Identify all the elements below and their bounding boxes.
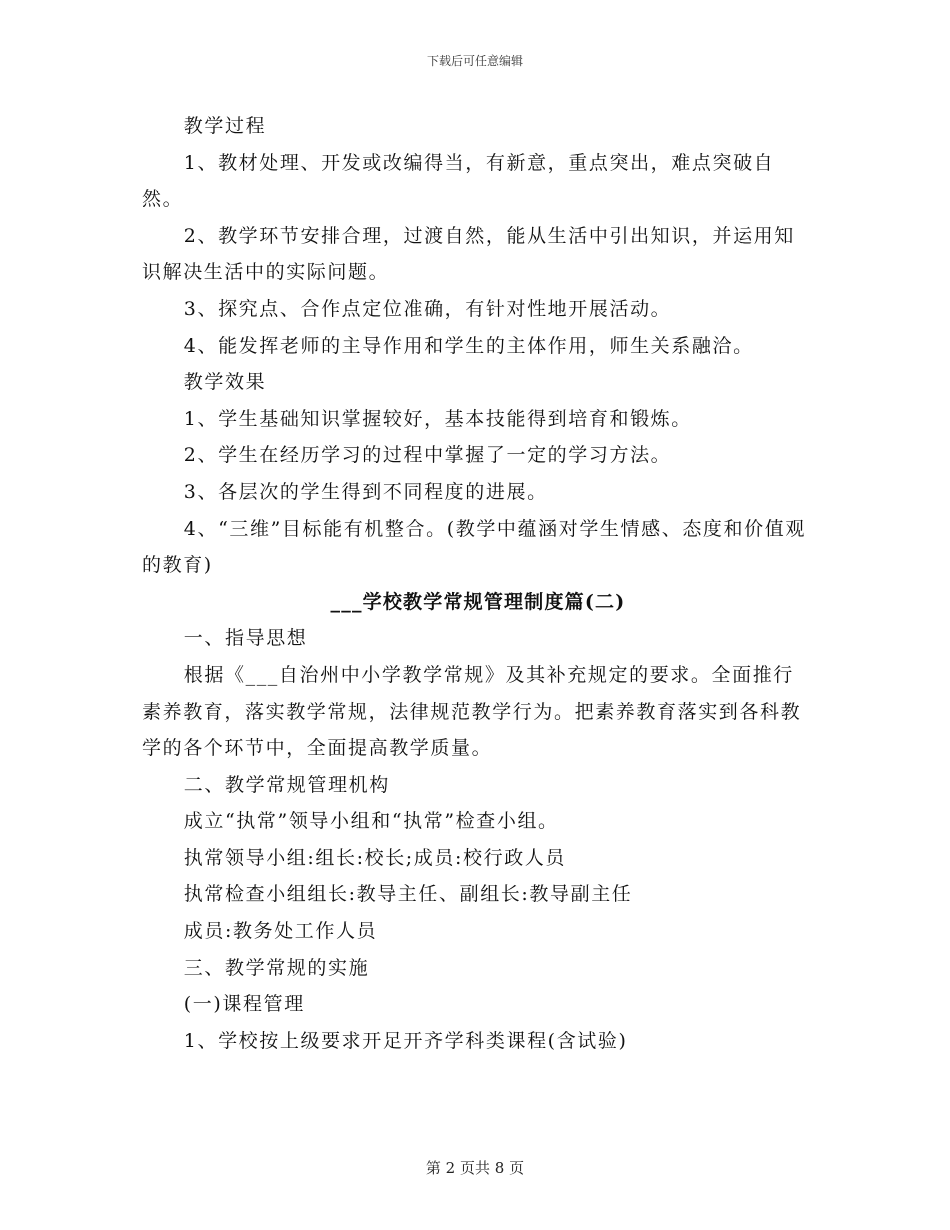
paragraph: 2、教学环节安排合理，过渡自然，能从生活中引出知识，并运用知识解决生活中的实际问题。: [142, 224, 795, 284]
page-number: 第 2 页共 8 页: [425, 1159, 525, 1177]
paragraph: 4、能发挥老师的主导作用和学生的主体作用，师生关系融洽。: [183, 334, 754, 357]
document-body: [142, 108, 814, 1059]
paragraph: 成员:教务处工作人员: [183, 920, 378, 943]
paragraph: 成立“执常”领导小组和“执常”检查小组。: [183, 810, 559, 833]
paragraph: 教学过程: [183, 115, 267, 137]
paragraph: 3、各层次的学生得到不同程度的进展。: [183, 480, 548, 503]
paragraph: (一)课程管理: [183, 993, 305, 1016]
page-header-note: 下载后可任意编辑: [426, 54, 523, 68]
paragraph: 1、教材处理、开发或改编得当，有新意，重点突出，难点突破自然。: [142, 151, 775, 211]
paragraph: 4、“三维”目标能有机整合。(教学中蕴涵对学生情感、态度和价值观的教育): [142, 517, 806, 577]
paragraph: 1、学生基础知识掌握较好，基本技能得到培育和锻炼。: [183, 407, 692, 430]
paragraph: 二、教学常规管理机构: [183, 773, 390, 796]
paragraph: 执常检查小组组长:教导主任、副组长:教导副主任: [183, 883, 633, 906]
paragraph: 三、教学常规的实施: [183, 956, 370, 979]
paragraph: 教学效果: [183, 371, 267, 394]
paragraph: 3、探究点、合作点定位准确，有针对性地开展活动。: [183, 297, 672, 320]
paragraph: 一、指导思想: [183, 627, 308, 650]
paragraph: 1、学校按上级要求开足开齐学科类课程(含试验): [183, 1029, 628, 1052]
paragraph: 执常领导小组:组长:校长;成员:校行政人员: [183, 846, 567, 869]
paragraph: 根据《___自治州中小学教学常规》及其补充规定的要求。全面推行素养教育，落实教学常规，法律规范教学行为。把素养教育落实到各科教学的各个环节中，全面提高教学质量。: [142, 663, 802, 760]
section-title: ___学校教学常规管理制度篇(二): [330, 590, 626, 613]
paragraph: 2、学生在经历学习的过程中掌握了一定的学习方法。: [183, 444, 672, 467]
